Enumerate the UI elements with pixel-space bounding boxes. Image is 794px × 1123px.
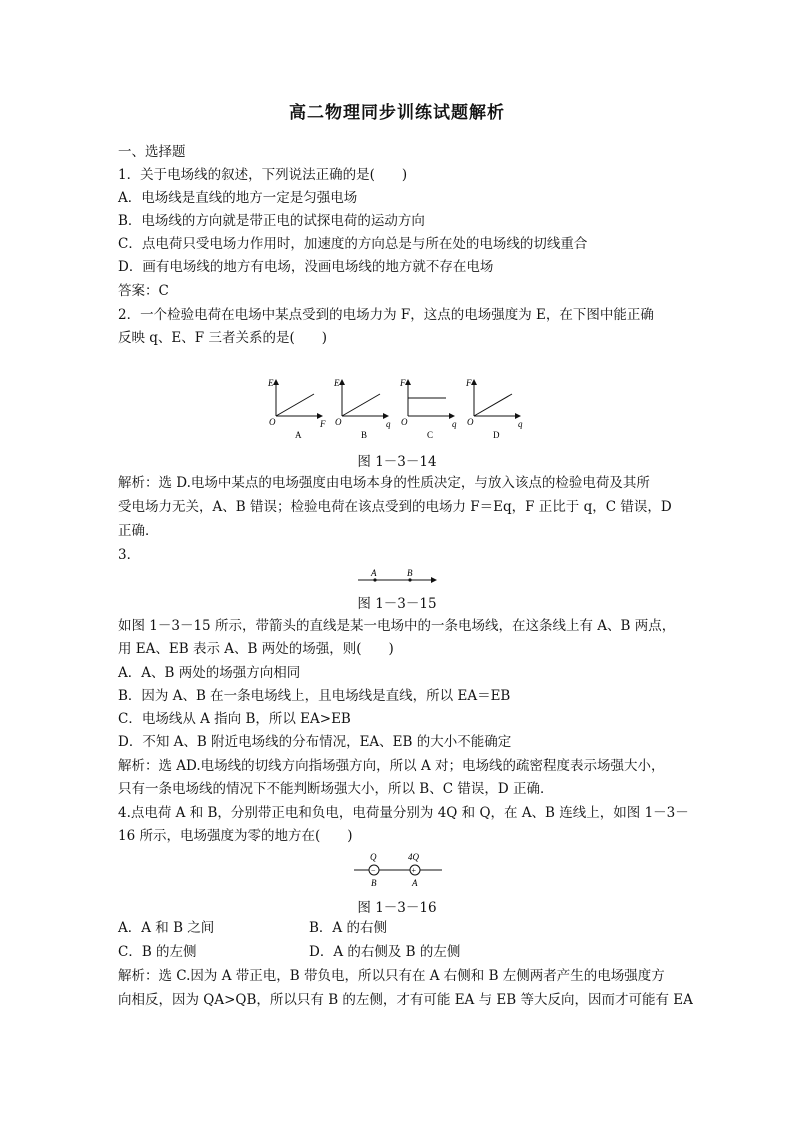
q2-figure-graphs bbox=[262, 374, 532, 444]
q1-option-d: D．画有电场线的地方有电场，没画电场线的地方就不存在电场 bbox=[118, 259, 494, 275]
q2-stem-line1: 2．一个检验电荷在电场中某点受到的电场力为 F，这点的电场强度为 E，在下图中能正确 bbox=[118, 307, 654, 323]
q3-figure-field-line bbox=[356, 566, 440, 586]
q1-option-b: B．电场线的方向就是带正电的试探电荷的运动方向 bbox=[118, 213, 425, 229]
q2-analysis-line3: 正确． bbox=[118, 523, 159, 539]
q4-figure-caption: 图 1－3－16 bbox=[357, 900, 437, 916]
graph-b-y-label: E bbox=[334, 378, 340, 388]
graph-a-y-label: E bbox=[268, 378, 274, 388]
graph-b-x-label: q bbox=[386, 419, 391, 429]
q3-stem-line2: 用 EA、EB 表示 A、B 两处的场强，则( ) bbox=[118, 641, 394, 657]
charge-a-sign: + bbox=[411, 866, 417, 875]
graph-c-origin: O bbox=[401, 417, 408, 427]
graph-d-x-label: q bbox=[518, 419, 523, 429]
q1-option-c: C．点电荷只受电场力作用时，加速度的方向总是与所在处的电场线的切线重合 bbox=[118, 236, 588, 252]
q3-point-b-label: B bbox=[407, 568, 413, 578]
graph-d-panel-label: D bbox=[493, 430, 500, 440]
q3-analysis-line1: 解析：选 AD.电场线的切线方向指场强方向，所以 A 对；电场线的疏密程度表示场强大小， bbox=[118, 758, 665, 774]
q2-figure-caption: 图 1－3－14 bbox=[357, 454, 437, 470]
graph-d-y-label: F bbox=[466, 378, 472, 388]
q3-option-b: B．因为 A、B 在一条电场线上，且电场线是直线，所以 EA＝EB bbox=[118, 688, 511, 704]
charge-b-sign: − bbox=[371, 866, 376, 875]
q1-option-a: A．电场线是直线的地方一定是匀强电场 bbox=[118, 190, 358, 206]
graph-d-origin: O bbox=[467, 417, 474, 427]
q4-option-a: A．A 和 B 之间 bbox=[118, 920, 215, 936]
q4-option-b: B．A 的右侧 bbox=[309, 920, 387, 936]
q2-analysis-line1: 解析：选 D.电场中某点的电场强度由电场本身的性质决定，与放入该点的检验电荷及其所 bbox=[118, 475, 650, 491]
q4-analysis-line2: 向相反，因为 QA>QB，所以只有 B 的左侧，才有可能 EA 与 EB 等大反向，因而才可能有 EA bbox=[118, 992, 693, 1008]
graph-d bbox=[465, 378, 523, 440]
q4-analysis-line1: 解析：选 C.因为 A 带正电，B 带负电，所以只有在 A 右侧和 B 左侧两者产生的电场强度方 bbox=[118, 968, 665, 984]
graph-a-origin: O bbox=[269, 417, 276, 427]
graph-c bbox=[399, 378, 457, 440]
graph-a-x-label: F bbox=[320, 419, 326, 429]
q3-option-c: C．电场线从 A 指向 B，所以 EA>EB bbox=[118, 711, 351, 727]
q4-stem-line1: 4.点电荷 A 和 B，分别带正电和负电，电荷量分别为 4Q 和 Q，在 A、B 连线上，如图 1－3－ bbox=[118, 805, 689, 821]
q3-number: 3． bbox=[118, 547, 141, 563]
q3-analysis-line2: 只有一条电场线的情况下不能判断场强大小，所以 B、C 错误，D 正确． bbox=[118, 781, 554, 797]
q3-point-a-label: A bbox=[371, 568, 377, 578]
q2-analysis-line2: 受电场力无关，A、B 错误；检验电荷在该点受到的电场力 F＝Eq，F 正比于 q，C 错误，D bbox=[118, 499, 672, 515]
q3-figure-caption: 图 1－3－15 bbox=[357, 596, 437, 612]
q4-option-c: C．B 的左侧 bbox=[118, 944, 197, 960]
charge-b-name: B bbox=[371, 878, 377, 888]
q1-answer: 答案：C bbox=[118, 283, 169, 299]
q2-stem-line2: 反映 q、E、F 三者关系的是( ) bbox=[118, 330, 327, 346]
charge-a-label: 4Q bbox=[408, 852, 419, 862]
q4-figure-charges bbox=[352, 849, 444, 891]
page-title: 高二物理同步训练试题解析 bbox=[289, 103, 505, 123]
graph-c-x-label: q bbox=[452, 419, 457, 429]
graph-a bbox=[267, 378, 326, 440]
q1-stem: 1．关于电场线的叙述，下列说法正确的是( ) bbox=[118, 167, 408, 183]
q3-stem-line1: 如图 1－3－15 所示，带箭头的直线是某一电场中的一条电场线，在这条线上有 A、B 两点， bbox=[118, 618, 676, 634]
graph-a-panel-label: A bbox=[295, 430, 302, 440]
graph-b-panel-label: B bbox=[361, 430, 368, 440]
q4-option-d: D．A 的右侧及 B 的左侧 bbox=[309, 944, 461, 960]
charge-a-name: A bbox=[412, 878, 418, 888]
graph-c-panel-label: C bbox=[427, 430, 434, 440]
q3-option-a: A．A、B 两处的场强方向相同 bbox=[118, 665, 301, 681]
graph-b-origin: O bbox=[335, 417, 342, 427]
graph-b bbox=[333, 378, 391, 440]
q4-stem-line2: 16 所示，电场强度为零的地方在( ) bbox=[118, 828, 353, 844]
section-heading: 一、选择题 bbox=[118, 144, 186, 160]
charge-b-label: Q bbox=[370, 852, 377, 862]
graph-c-y-label: F bbox=[400, 378, 406, 388]
q3-option-d: D．不知 A、B 附近电场线的分布情况，EA、EB 的大小不能确定 bbox=[118, 734, 512, 750]
